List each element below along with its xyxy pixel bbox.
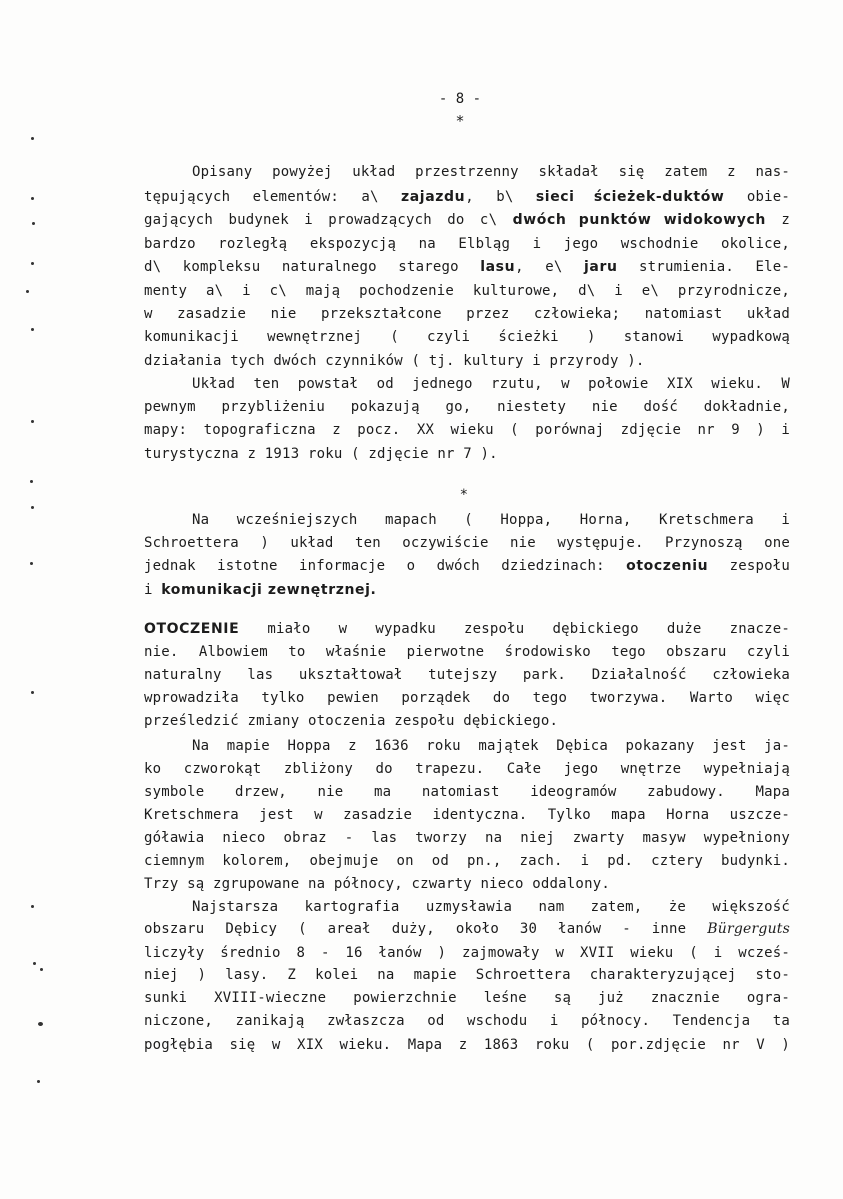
scan-speck bbox=[38, 1022, 43, 1026]
section-separator: * bbox=[455, 112, 465, 130]
text-line bbox=[144, 445, 790, 463]
text-line bbox=[144, 643, 790, 661]
text-run: Schroettera ) układ ten oczywiście nie występuje. Przynoszą one bbox=[144, 535, 790, 551]
text-line bbox=[144, 581, 790, 599]
text-line bbox=[192, 898, 790, 916]
text-run: ko czworokąt zbliżony do trapezu. Całe jego wnętrze wypełniają bbox=[144, 761, 790, 777]
text-line bbox=[144, 282, 790, 300]
scan-speck bbox=[33, 962, 36, 965]
text-run: nie. Albowiem to właśnie pierwotne środowisko tego obszaru czyli bbox=[144, 644, 790, 660]
text-line bbox=[144, 398, 790, 416]
text-line bbox=[144, 557, 790, 575]
text-run: i bbox=[144, 582, 162, 598]
text-line bbox=[144, 328, 790, 346]
bold-term: dwóch punktów widokowych bbox=[512, 212, 766, 228]
scan-speck bbox=[30, 480, 33, 483]
text-line bbox=[144, 989, 790, 1007]
text-run: pogłębia się w XIX wieku. Mapa z 1863 roku ( por.zdjęcie nr V ) bbox=[144, 1037, 790, 1053]
text-line bbox=[144, 258, 790, 276]
text-line bbox=[144, 305, 790, 323]
text-line bbox=[144, 920, 790, 938]
text-line bbox=[144, 534, 790, 552]
text-run: Trzy są zgrupowane na północy, czwarty nieco oddalony. bbox=[144, 876, 610, 892]
bold-term: komunikacji zewnętrznej. bbox=[161, 582, 377, 598]
scan-speck bbox=[31, 691, 34, 694]
text-run: Na mapie Hoppa z 1636 roku majątek Dębica pokazany jest ja- bbox=[192, 738, 790, 754]
text-line bbox=[192, 163, 790, 181]
text-line bbox=[144, 689, 790, 707]
text-run: gających budynek i prowadzących do c\ bbox=[144, 212, 513, 228]
text-run: Najstarsza kartografia uzmysławia nam zatem, że większość bbox=[192, 899, 790, 915]
text-line bbox=[144, 852, 790, 870]
text-run: z bbox=[765, 212, 790, 228]
text-run: jednak istotne informacje o dwóch dziedzinach: bbox=[144, 558, 627, 574]
text-run: obszaru Dębicy ( areał duży, około 30 łanów - inne bbox=[144, 921, 708, 937]
text-line bbox=[144, 829, 790, 847]
text-run: tępujących elementów: a\ bbox=[144, 189, 401, 205]
text-line bbox=[144, 806, 790, 824]
text-run: * bbox=[459, 487, 469, 503]
text-line bbox=[192, 375, 790, 393]
text-run: niej ) lasy. Z kolei na mapie Schroettera charakteryzującej sto- bbox=[144, 967, 790, 983]
text-run: strumienia. Ele- bbox=[617, 259, 790, 275]
text-run: d\ kompleksu naturalnego starego bbox=[144, 259, 481, 275]
text-line bbox=[144, 944, 790, 962]
text-run: góławia nieco obraz - las tworzy na niej zwarty masyw wypełniony bbox=[144, 830, 790, 846]
text-run: menty a\ i c\ mają pochodzenie kulturowe, d\ i e\ przyrodnicze, bbox=[144, 283, 790, 299]
text-run: liczyły średnio 8 - 16 łanów ) zajmowały w XVII wieku ( i wcześ- bbox=[144, 945, 790, 961]
text-run: pewnym przybliżeniu pokazują go, niestety nie dość dokładnie, bbox=[144, 399, 790, 415]
text-line bbox=[144, 352, 790, 370]
text-run: turystyczna z 1913 roku ( zdjęcie nr 7 ). bbox=[144, 446, 498, 462]
text-line bbox=[144, 666, 790, 684]
bold-term: otoczeniu bbox=[626, 558, 709, 574]
scan-speck bbox=[32, 222, 35, 225]
text-line bbox=[144, 875, 790, 893]
scan-speck bbox=[30, 562, 33, 565]
bold-term: jaru bbox=[584, 259, 618, 275]
text-line bbox=[144, 966, 790, 984]
italic-term: Bürgerguts bbox=[707, 921, 790, 937]
text-run: obie- bbox=[724, 189, 790, 205]
text-line bbox=[144, 1036, 790, 1054]
text-line bbox=[144, 486, 784, 504]
text-line bbox=[144, 235, 790, 253]
scan-speck bbox=[31, 137, 34, 140]
text-run: ciemnym kolorem, obejmuje on od pn., zach. i pd. cztery budynki. bbox=[144, 853, 790, 869]
text-run: komunikacji wewnętrznej ( czyli ścieżki ) stanowi wypadkową bbox=[144, 329, 790, 345]
text-run: Kretschmera jest w zasadzie identyczna. Tylko mapa Horna uszcze- bbox=[144, 807, 790, 823]
text-line bbox=[144, 421, 790, 439]
text-run: sunki XVIII-wieczne powierzchnie leśne są już znacznie ogra- bbox=[144, 990, 790, 1006]
scan-speck bbox=[31, 197, 34, 200]
scan-speck bbox=[31, 506, 34, 509]
text-run: Układ ten powstał od jednego rzutu, w połowie XIX wieku. W bbox=[192, 376, 790, 392]
text-run: naturalny las ukształtował tutejszy park. Działalność człowieka bbox=[144, 667, 790, 683]
page-number: - 8 - bbox=[438, 91, 482, 107]
text-line bbox=[192, 511, 790, 529]
text-line bbox=[144, 188, 790, 206]
scan-speck bbox=[31, 262, 34, 265]
text-line bbox=[144, 783, 790, 801]
bold-term: OTOCZENIE bbox=[144, 621, 240, 637]
scan-speck bbox=[31, 328, 34, 331]
text-run: zespołu bbox=[708, 558, 790, 574]
text-run: Na wcześniejszych mapach ( Hoppa, Horna, Kretschmera i bbox=[192, 512, 790, 528]
text-run: działania tych dwóch czynników ( tj. kultury i przyrody ). bbox=[144, 353, 645, 369]
scan-speck bbox=[26, 290, 29, 293]
text-run: wprowadziła tylko pewien porządek do tego tworzywa. Warto więc bbox=[144, 690, 790, 706]
bold-term: lasu bbox=[480, 259, 516, 275]
text-run: w zasadzie nie przekształcone przez człowieka; natomiast układ bbox=[144, 306, 790, 322]
text-run: , e\ bbox=[515, 259, 585, 275]
text-line bbox=[144, 620, 790, 638]
scan-speck bbox=[37, 1080, 40, 1083]
text-run: miało w wypadku zespołu dębickiego duże znacze- bbox=[239, 621, 790, 637]
text-run: mapy: topograficzna z pocz. XX wieku ( porównaj zdjęcie nr 9 ) i bbox=[144, 422, 790, 438]
text-line bbox=[192, 737, 790, 755]
text-run: bardzo rozległą ekspozycją na Elbląg i jego wschodnie okolice, bbox=[144, 236, 790, 252]
text-line bbox=[144, 1012, 790, 1030]
text-run: Opisany powyżej układ przestrzenny składał się zatem z nas- bbox=[192, 164, 790, 180]
bold-term: zajazdu bbox=[401, 189, 466, 205]
text-run: prześledzić zmiany otoczenia zespołu dębickiego. bbox=[144, 713, 559, 729]
text-run: niczone, zanikają zwłaszcza od wschodu i północy. Tendencja ta bbox=[144, 1013, 790, 1029]
scan-speck bbox=[31, 905, 34, 908]
scan-speck bbox=[31, 420, 34, 423]
bold-term: sieci ścieżek-duktów bbox=[535, 189, 725, 205]
text-line bbox=[144, 712, 790, 730]
text-run: , b\ bbox=[465, 189, 536, 205]
text-line bbox=[144, 211, 790, 229]
scan-speck bbox=[40, 968, 43, 971]
text-run: symbole drzew, nie ma natomiast ideogramów zabudowy. Mapa bbox=[144, 784, 790, 800]
text-line bbox=[144, 760, 790, 778]
